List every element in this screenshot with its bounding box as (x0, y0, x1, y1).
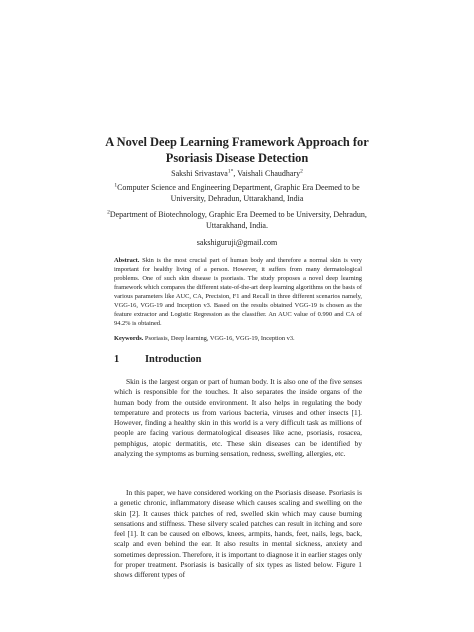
affiliation-1-line-1 (70, 183, 404, 194)
affiliation-1-text-1: Computer Science and Engineering Department, Graphic Era Deemed to be (117, 183, 360, 192)
affiliation-1 (70, 183, 404, 204)
author-1-marker: 1* (227, 168, 234, 175)
section-title: Introduction (145, 354, 202, 365)
affiliation-1-marker: 1 (114, 182, 118, 189)
author-1-name: Sakshi Srivastava (171, 169, 228, 178)
affiliation-2 (70, 210, 404, 231)
email-text: sakshiguruji@gmail.com (196, 238, 278, 247)
author-line (70, 169, 404, 180)
paper-title (60, 134, 414, 166)
section-number: 1 (114, 354, 120, 365)
abstract-label: Abstract. (114, 257, 140, 264)
abstract (114, 256, 362, 328)
title-line-1: A Novel Deep Learning Framework Approach for (105, 135, 369, 149)
keywords-text: Psoriasis, Deep learning, VGG-16, VGG-19, Inception v3. (144, 335, 295, 342)
affiliation-2-text-1: Department of Biotechnology, Graphic Era Deemed to be University, Dehradun, (109, 210, 367, 219)
author-2-name: Vaishali Chaudhary (237, 169, 301, 178)
body-paragraph-2: In this paper, we have considered working on the Psoriasis disease. Psoriasis is a genetic chronic, inflammatory disease which causes scaling and swelling on the skin [2]. It causes thick patches of red, swelled skin which may cause burning sensations and stiffness. These silvery scaled patches can result in itching and sore feel [1]. It can be caused on elbows, knees, armpits, hands, feet, nails, legs, back, scalp and even behind the ear. It also results in mental sickness, anxiety and sometimes depression. Therefore, it is important to diagnose it in earlier stages only for proper treatment. Psoriasis is basically of six types as listed below. Figure 1 shows different types of (114, 488, 362, 580)
keywords (114, 334, 362, 343)
author-separator: , (233, 169, 238, 178)
body-paragraph-1: Skin is the largest organ or part of human body. It is also one of the five senses which is responsible for the touches. It also separates the inside organs of the human body from the outside environment. It also helps in regulating the body temperature and protects us from various bacteria, viruses and other insects [1]. However, finding a healthy skin in this world is a very difficult task as millions of people are facing various dermatological diseases like acne, psoriasis, rosacea, pemphigus, atopic dermatitis, etc. These skin diseases can be identified by analyzing the symptoms as burning sensation, redness, swelling, allergies, etc. (114, 377, 362, 459)
affiliation-2-line-1 (70, 210, 404, 221)
keywords-label: Keywords. (114, 335, 144, 342)
affiliation-2-marker: 2 (107, 209, 110, 216)
author-2-marker: 2 (300, 168, 303, 175)
section-heading (114, 353, 362, 367)
affiliation-1-line-2: University, Dehradun, Uttarakhand, India (170, 193, 304, 203)
abstract-text: Skin is the most crucial part of human body and therefore a normal skin is very important for healthy living of a person. However, it suffers from many dermatological problems. One of such skin disease is psoriasis. The study proposes a novel deep learning framework which compares the different state-of-the-art deep learning algorithms on the basis of various parameters like AUC, CA, Precision, F1 and Recall in three different scenarios namely, VGG-16, VGG-19 and Inception v3. Based on the results obtained VGG-19 is chosen as the feature extractor and Logistic Regression as the classifier. An AUC value of 0.990 and CA of 94.2% is obtained. (114, 257, 362, 327)
affiliation-2-line-2: Uttarakhand, India. (206, 220, 268, 230)
author-email (70, 238, 404, 249)
author-list (70, 169, 404, 180)
title-line-2: Psoriasis Disease Detection (165, 151, 309, 165)
